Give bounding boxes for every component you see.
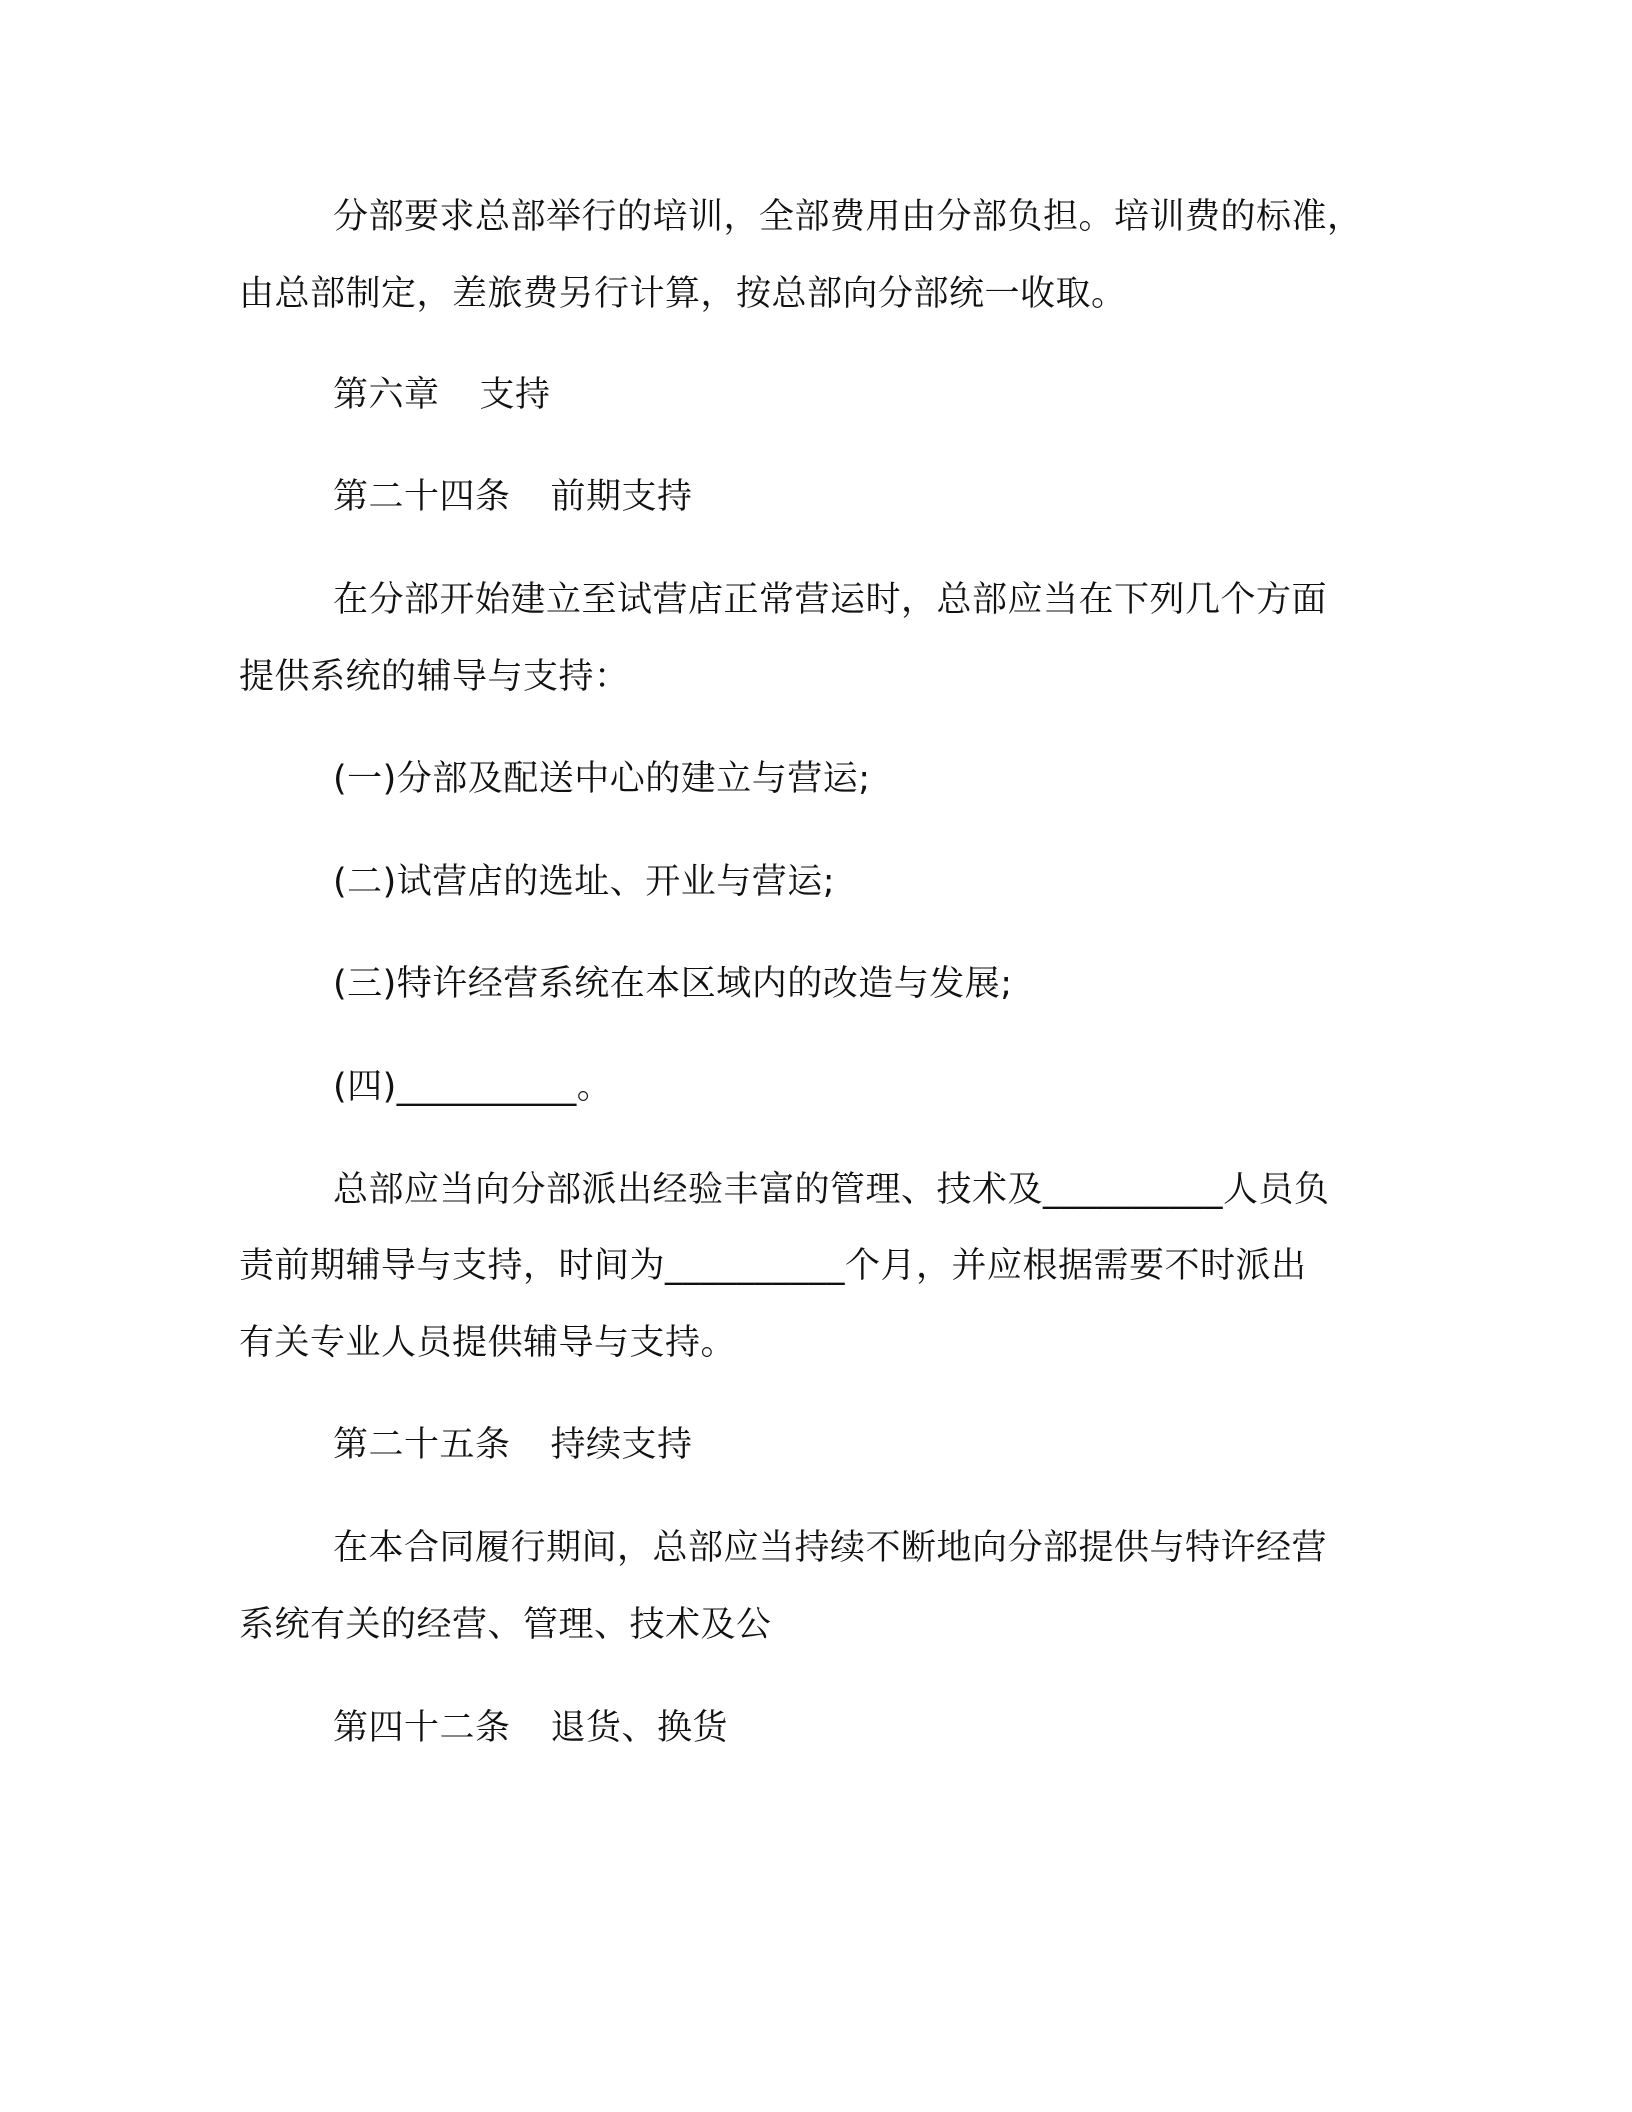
paragraph-line: 责前期辅导与支持，时间为__________个月，并应根据需要不时派出	[239, 1246, 1307, 1286]
list-item: (二)试营店的选址、开业与营运;	[333, 862, 836, 902]
paragraph-line: 在分部开始建立至试营店正常营运时，总部应当在下列几个方面	[333, 580, 1328, 620]
chapter-label: 第六章	[333, 375, 440, 415]
paragraph-line: 有关专业人员提供辅导与支持。	[239, 1323, 737, 1363]
article-heading	[333, 475, 693, 519]
list-item: (四)__________。	[333, 1067, 613, 1107]
article-label: 第二十四条	[333, 477, 511, 517]
paragraph-line: 分部要求总部举行的培训，全部费用由分部负担。培训费的标准，	[333, 197, 1363, 237]
paragraph-line: 系统有关的经营、管理、技术及公	[239, 1605, 772, 1645]
paragraph-line: 提供系统的辅导与支持：	[239, 657, 630, 697]
article-title: 前期支持	[550, 477, 693, 517]
list-item: (一)分部及配送中心的建立与营运;	[333, 759, 871, 799]
chapter-title: 支持	[479, 375, 551, 415]
article-title: 持续支持	[550, 1425, 693, 1465]
paragraph-line: 由总部制定，差旅费另行计算，按总部向分部统一收取。	[239, 274, 1127, 314]
paragraph-line: 总部应当向分部派出经验丰富的管理、技术及__________人员负	[333, 1170, 1330, 1210]
paragraph-line: 在本合同履行期间，总部应当持续不断地向分部提供与特许经营	[333, 1528, 1328, 1568]
article-heading	[333, 1423, 693, 1467]
article-label: 第四十二条	[333, 1708, 511, 1748]
list-item: (三)特许经营系统在本区域内的改造与发展;	[333, 964, 1013, 1004]
article-label: 第二十五条	[333, 1425, 511, 1465]
article-title: 退货、换货	[550, 1708, 729, 1748]
article-heading	[333, 1706, 728, 1750]
chapter-heading	[333, 373, 551, 417]
